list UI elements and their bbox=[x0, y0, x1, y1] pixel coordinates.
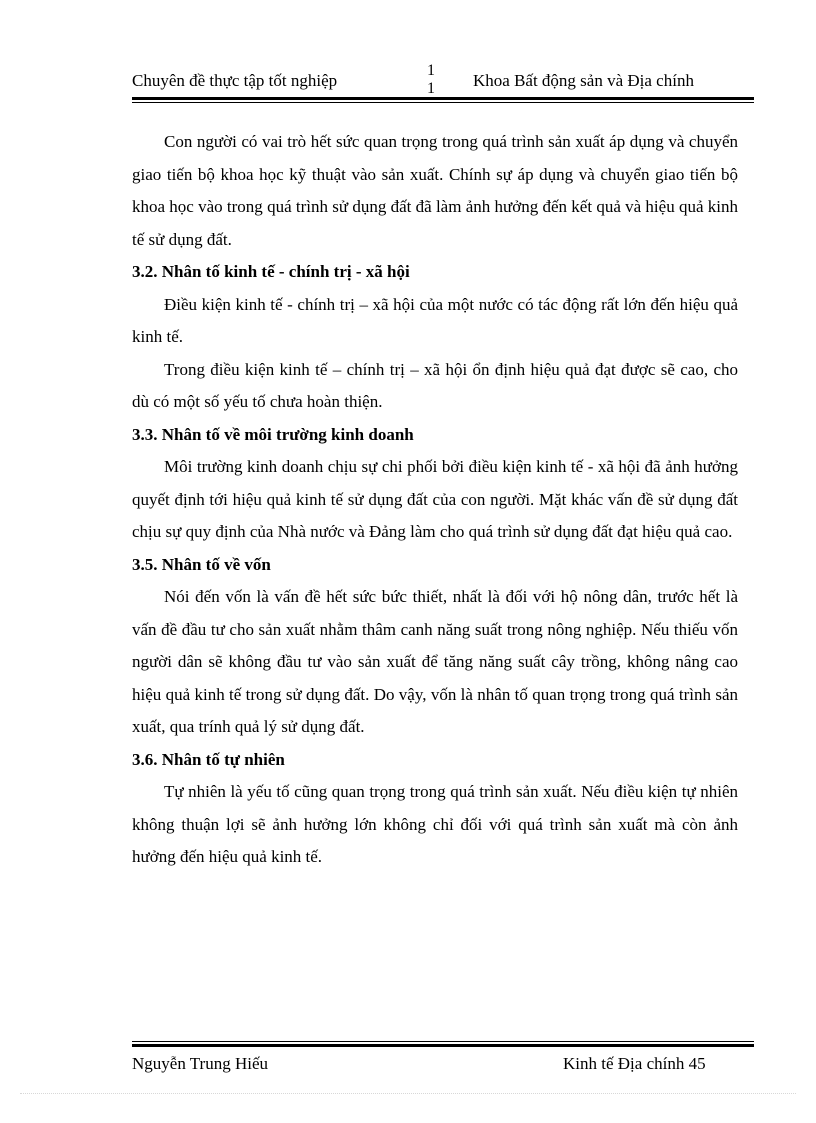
page-header bbox=[132, 58, 754, 102]
footer-rule-thin bbox=[132, 1041, 754, 1042]
footer-rule-thick bbox=[132, 1044, 754, 1047]
heading-3-2: 3.2. Nhân tố kinh tế - chính trị - xã hội bbox=[132, 262, 410, 281]
paragraph-economic-conditions: Điều kiện kinh tế - chính trị – xã hội của một nước có tác động rất lớn đến hiệu quả kinh tế. bbox=[132, 294, 738, 346]
paragraph-human-factor: Con người có vai trò hết sức quan trọng trong quá trình sản xuất áp dụng và chuyển giao tiến bộ khoa học kỹ thuật vào sản xuất. Chính sự áp dụng và chuyển giao tiến bộ khoa học vào trong quá trình sử dụng đất đã làm ảnh hưởng đến kết quả và hiệu quả kinh tế sử dụng đất. bbox=[132, 132, 738, 249]
header-page-number-line2: 1 bbox=[427, 80, 435, 97]
heading-3-5: 3.5. Nhân tố về vốn bbox=[132, 554, 271, 574]
paragraph-business-environment: Môi trường kinh doanh chịu sự chi phối bởi điều kiện kinh tế - xã hội đã ảnh hưởng quyết định tới hiệu quả kinh tế sử dụng đất của con người. Mặt khác vấn đề sử dụng đất chịu sự quy định của Nhà nước và Đảng làm cho quá trình sử dụng đất đạt hiệu quả cao. bbox=[132, 457, 738, 541]
document-body bbox=[132, 126, 738, 874]
header-rule-thick bbox=[132, 97, 754, 100]
heading-3-6: 3.6. Nhân tố tự nhiên bbox=[132, 749, 285, 769]
page-bottom-edge bbox=[20, 1093, 796, 1094]
footer-class-page: Kinh tế Địa chính 45 bbox=[563, 1054, 706, 1073]
paragraph-capital: Nói đến vốn là vấn đề hết sức bức thiết, nhất là đối với hộ nông dân, trước hết là vấn đề đầu tư cho sản xuất nhằm thâm canh năng suất trong nông nghiệp. Nếu thiếu vốn người dân sẽ không đầu tư vào sản xuất để tăng năng suất cây trồng, không nâng cao hiệu quả kinh tế trong sử dụng đất. Do vậy, vốn là nhân tố quan trọng trong quá trình sản xuất, qua trính quả lý sử dụng đất. bbox=[132, 587, 738, 736]
paragraph-stable-conditions: Trong điều kiện kinh tế – chính trị – xã hội ổn định hiệu quả đạt được sẽ cao, cho dù có một số yếu tố chưa hoàn thiện. bbox=[132, 359, 738, 411]
heading-3-3: 3.3. Nhân tố về môi trường kinh doanh bbox=[132, 424, 414, 444]
header-left-title: Chuyên đề thực tập tốt nghiệp bbox=[132, 71, 338, 90]
header-page-number-line1: 1 bbox=[427, 62, 435, 79]
paragraph-nature: Tự nhiên là yếu tố cũng quan trọng trong quá trình sản xuất. Nếu điều kiện tự nhiên không thuận lợi sẽ ảnh hưởng lớn không chỉ đối với quá trình sản xuất mà còn ảnh hưởng đến hiệu quả kinh tế. bbox=[132, 782, 738, 866]
footer-author: Nguyễn Trung Hiếu bbox=[132, 1054, 269, 1073]
header-rule-thin bbox=[132, 102, 754, 103]
header-right-title: Khoa Bất động sản và Địa chính bbox=[473, 71, 694, 90]
header-page-number bbox=[425, 62, 437, 98]
